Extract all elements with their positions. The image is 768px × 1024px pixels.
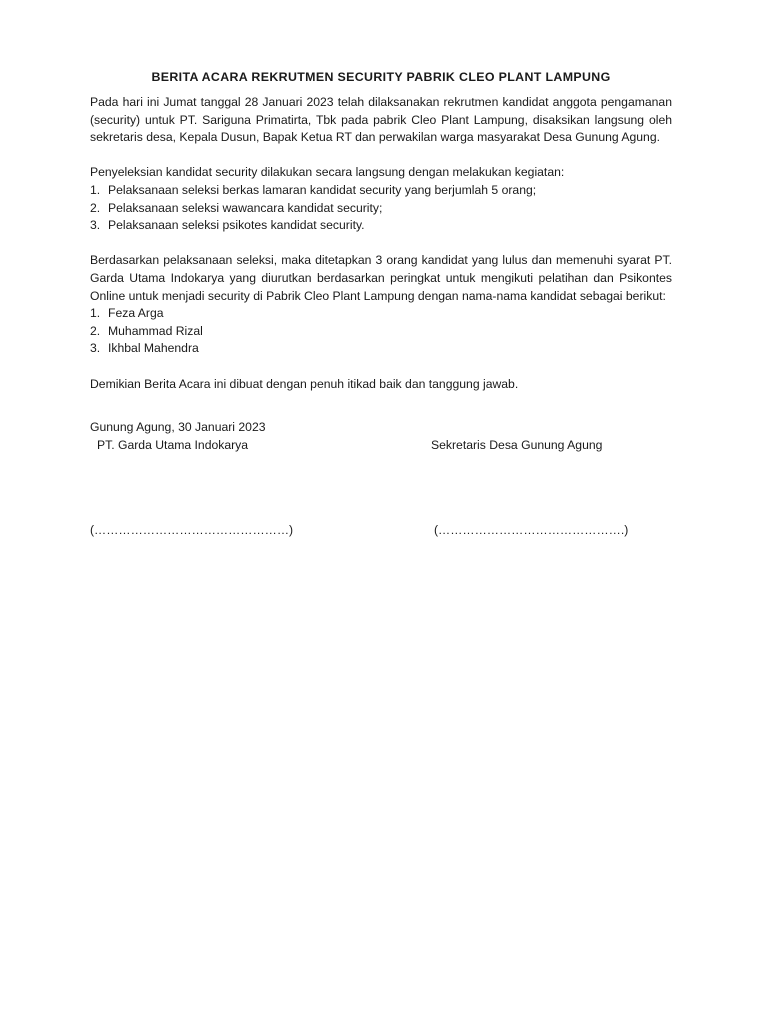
list-item-text: Pelaksanaan seleksi psikotes kandidat security. <box>108 218 365 233</box>
signatory-row <box>90 437 672 455</box>
spacer <box>90 147 672 165</box>
signature-row <box>90 522 672 540</box>
paragraph-opening: Pada hari ini Jumat tanggal 28 Januari 2023 telah dilaksanakan rekrutmen kandidat anggota pengamanan (security) untuk PT. Sariguna Primatirta, Tbk pada pabrik Cleo Plant Lampung, disaksikan langsung oleh sekretaris desa, Kepala Dusun, Bapak Ketua RT dan perwakilan warga masyarakat Desa Gunung Agung. <box>90 95 672 145</box>
list-item <box>90 200 672 218</box>
list-item <box>90 217 672 235</box>
list-item-text: Pelaksanaan seleksi berkas lamaran kandidat security yang berjumlah 5 orang; <box>108 182 537 197</box>
list-item-number: 3. <box>90 218 101 233</box>
place-date: Gunung Agung, 30 Januari 2023 <box>90 420 266 435</box>
list-item-number: 2. <box>90 200 101 215</box>
spacer <box>90 358 672 376</box>
activities-list <box>90 182 672 235</box>
candidates-list <box>90 305 672 358</box>
list-item <box>90 305 672 323</box>
signature-line-left: (…………………………………………) <box>90 522 294 537</box>
candidate-name: Muhammad Rizal <box>108 323 203 338</box>
candidate-name: Ikhbal Mahendra <box>108 341 199 356</box>
spacer <box>90 235 672 253</box>
list-item <box>90 340 672 358</box>
paragraph-activities-intro: Penyeleksian kandidat security dilakukan secara langsung dengan melakukan kegiatan: <box>90 165 565 180</box>
list-item <box>90 182 672 200</box>
list-item-text: Pelaksanaan seleksi wawancara kandidat security; <box>108 200 383 215</box>
list-item-number: 3. <box>90 341 101 356</box>
list-item-number: 1. <box>90 306 101 321</box>
paragraph-results: Berdasarkan pelaksanaan seleksi, maka ditetapkan 3 orang kandidat yang lulus dan memenuhi syarat PT. Garda Utama Indokarya yang diurutkan berdasarkan peringkat untuk mengikuti pelatihan dan Psikontes Online untuk menjadi security di Pabrik Cleo Plant Lampung dengan nama-nama kandidat sebagai berikut: <box>90 253 672 303</box>
signatory-right: Sekretaris Desa Gunung Agung <box>431 437 603 452</box>
paragraph-closing: Demikian Berita Acara ini dibuat dengan penuh itikad baik dan tanggung jawab. <box>90 376 519 391</box>
signatory-left: PT. Garda Utama Indokarya <box>97 437 249 452</box>
signature-line-right: (……………………………………….) <box>434 522 629 537</box>
spacer <box>90 393 672 419</box>
list-item-number: 1. <box>90 182 101 197</box>
document-content <box>90 69 672 540</box>
candidate-name: Feza Arga <box>108 306 164 321</box>
list-item <box>90 323 672 341</box>
list-item-number: 2. <box>90 323 101 338</box>
document-title: BERITA ACARA REKRUTMEN SECURITY PABRIK CLEO PLANT LAMPUNG <box>151 70 611 84</box>
